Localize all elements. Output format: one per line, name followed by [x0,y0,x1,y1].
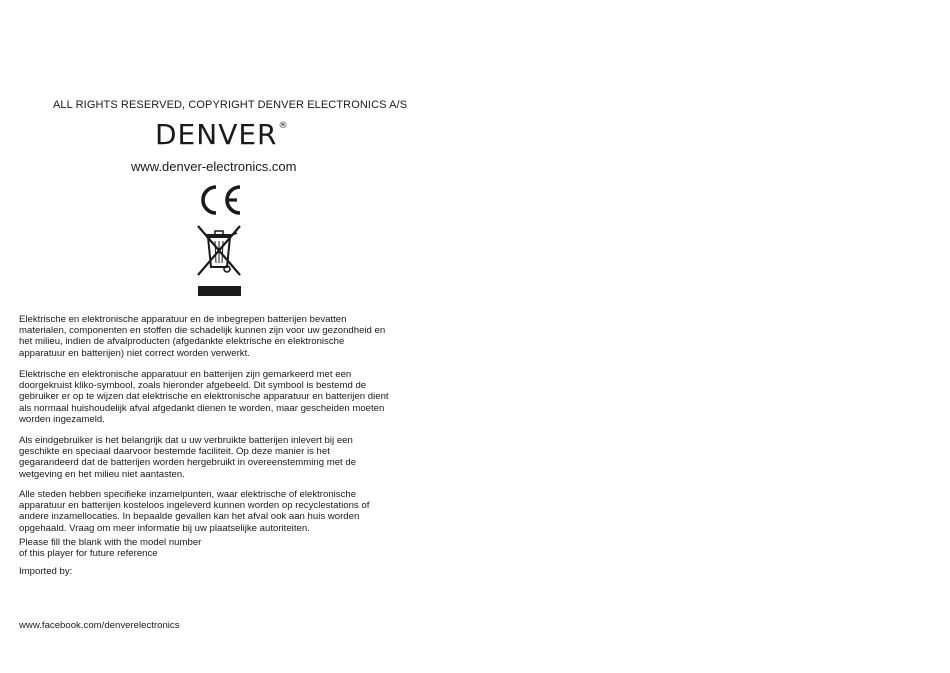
registered-mark: ® [278,121,289,131]
imported-by-label: Imported by: [19,566,73,577]
paragraph-line: als normaal huishoudelijk afval afgedankt dienen te worden, maar gescheiden moeten [19,402,385,414]
model-number-note [19,537,201,559]
paragraph-end-user [19,435,439,480]
paragraph-line: Als eindgebruiker is het belangrijk dat u uw verbruikte batterijen inlevert bij een [19,435,353,446]
paragraph-line: materialen, componenten en stoffen die schadelijk kunnen zijn voor uw gezondheid en [19,325,386,337]
website-url: www.denver-electronics.com [131,159,297,174]
paragraph-line: doorgekruist kliko-symbool, zoals hieronder afgebeeld. Dit symbool is bestemd de [19,380,367,392]
paragraph-line: opgehaald. Vraag om meer informatie bij uw plaatselijke autoriteiten. [19,522,310,534]
paragraph-line: andere inzamellocaties. In bepaalde gevallen kan het afval ook aan huis worden [19,511,360,523]
crossed-out-wheelie-bin-icon [194,223,244,279]
paragraph-line: worden ingezameld. [19,413,105,425]
note-line: of this player for future reference [19,548,158,560]
paragraph-line: geschikte en speciaal daarvoor bestemde faciliteit. Op deze manier is het [19,446,330,458]
paragraph-symbol-explanation [19,369,439,425]
paragraph-collection-points [19,489,439,534]
weee-solid-bar [198,286,241,296]
paragraph-line: Elektrische en elektronische apparatuur en batterijen zijn gemarkeerd met een [19,369,352,380]
paragraph-line: apparatuur en batterijen) niet correct worden verwerkt. [19,347,250,359]
paragraph-hazardous-materials [19,314,439,359]
paragraph-line: Elektrische en elektronische apparatuur en de inbegrepen batterijen bevatten [19,314,347,325]
note-line: Please fill the blank with the model number [19,537,202,548]
facebook-url: www.facebook.com/denverelectronics [19,620,180,631]
paragraph-line: wetgeving en het milieu niet aantasten. [19,468,185,480]
paragraph-line: apparatuur en batterijen kosteloos ingeleverd kunnen worden op recyclestations of [19,500,370,512]
paragraph-line: gegarandeerd dat de batterijen worden hergebruikt in overeenstemming met de [19,457,357,469]
paragraph-line: Alle steden hebben specifieke inzamelpunten, waar elektrische of elektronische [19,489,357,500]
paragraph-line: gebruiker er op te wijzen dat elektrische en elektronische apparatuur en batterijen dient [19,391,389,403]
copyright-notice: ALL RIGHTS RESERVED, COPYRIGHT DENVER ELECTRONICS A/S [53,99,408,111]
logo-text: DENVER [155,118,278,151]
ce-mark-icon [197,184,242,216]
denver-logo [155,118,288,151]
paragraph-line: het milieu, indien de afvalproducten (afgedankte elektrische en elektronische [19,336,345,348]
